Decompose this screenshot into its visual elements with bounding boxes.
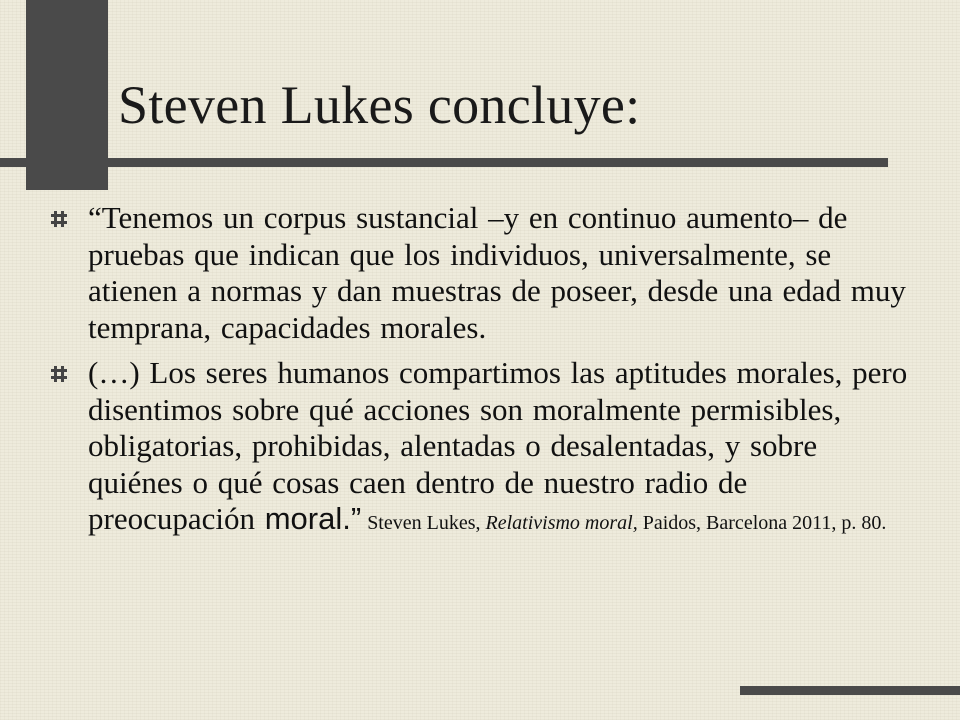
bullet-text-2: (…) Los seres humanos compartimos las aptitudes morales, pero disentimos sobre qué acciones son moralmente permisibles, obligatorias, prohibidas, alentadas o desalentadas, y sobre quiénes o qué cosas caen dentro de nuestro radio de preocupación	[88, 355, 908, 536]
citation-details: Paidos, Barcelona 2011, p. 80.	[637, 512, 887, 534]
citation-work: Relativismo moral,	[485, 512, 638, 534]
hash-bullet-icon	[50, 210, 68, 228]
bottom-right-rule	[740, 686, 960, 695]
citation	[367, 512, 886, 534]
bullet-text-1: “Tenemos un corpus sustancial –y en continuo aumento– de pruebas que indican que los individuos, universalmente, se atienen a normas y dan muestras de poseer, desde una edad muy temprana, capacidades morales.	[88, 200, 906, 345]
bullet-item-1	[50, 200, 910, 346]
bullet-text-2-end: moral.”	[264, 501, 362, 536]
slide-body	[50, 200, 910, 542]
slide-title: Steven Lukes concluye:	[118, 75, 641, 135]
citation-author: Steven Lukes,	[367, 512, 486, 534]
bullet-item-2	[50, 355, 910, 542]
hash-bullet-icon	[50, 365, 68, 383]
title-underline-rule	[0, 158, 888, 167]
